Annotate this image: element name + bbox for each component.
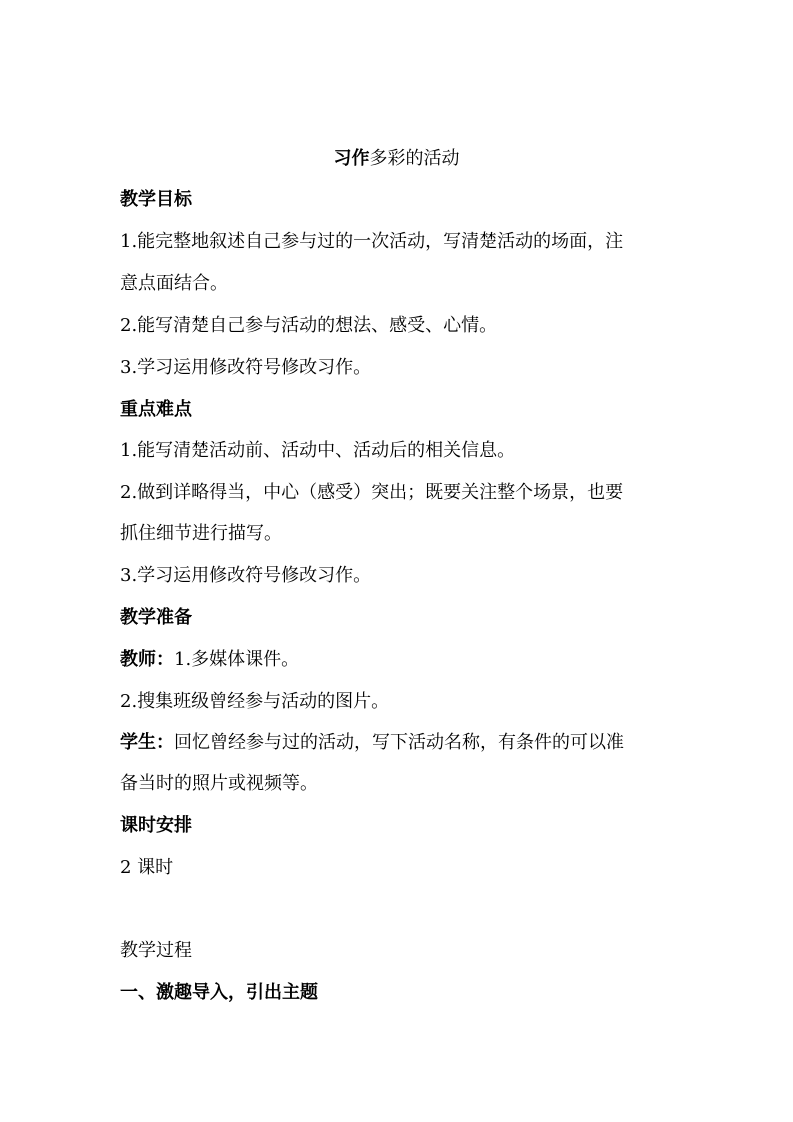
teacher-text: 1.多媒体课件。 xyxy=(174,649,300,670)
objective-line-4: 3.学习运用修改符号修改习作。 xyxy=(120,357,372,378)
key-point-line-4: 3.学习运用修改符号修改习作。 xyxy=(120,565,372,586)
process-subheading: 一、激趣导入，引出主题 xyxy=(120,982,318,1003)
key-point-line-2: 2.做到详略得当，中心（感受）突出；既要关注整个场景，也要 xyxy=(120,482,624,503)
section-heading-key-points: 重点难点 xyxy=(120,399,192,420)
preparation-teacher-line xyxy=(120,648,299,672)
key-point-line-1: 1.能写清楚活动前、活动中、活动后的相关信息。 xyxy=(120,440,516,461)
document-title-bold: 习作 xyxy=(333,148,370,169)
schedule-text: 2 课时 xyxy=(120,857,174,878)
section-heading-process: 教学过程 xyxy=(120,940,192,961)
preparation-student-line xyxy=(120,731,624,755)
student-text: 回忆曾经参与过的活动，写下活动名称，有条件的可以准 xyxy=(174,732,624,753)
student-label: 学生： xyxy=(120,732,174,753)
teacher-label: 教师： xyxy=(120,649,174,670)
preparation-teacher-line-2: 2.搜集班级曾经参与活动的图片。 xyxy=(120,691,390,712)
key-point-line-3: 抓住细节进行描写。 xyxy=(120,523,282,544)
section-heading-schedule: 课时安排 xyxy=(120,815,192,836)
document-title-rest: 多彩的活动 xyxy=(369,148,460,169)
objective-line-2: 意点面结合。 xyxy=(120,273,228,294)
preparation-student-line-2: 备当时的照片或视频等。 xyxy=(120,773,318,794)
objective-line-1: 1.能完整地叙述自己参与过的一次活动，写清楚活动的场面，注 xyxy=(120,231,624,252)
section-heading-preparation: 教学准备 xyxy=(120,607,192,628)
document-title xyxy=(0,147,793,171)
objective-line-3: 2.能写清楚自己参与活动的想法、感受、心情。 xyxy=(120,315,498,336)
section-heading-objectives: 教学目标 xyxy=(120,189,192,210)
